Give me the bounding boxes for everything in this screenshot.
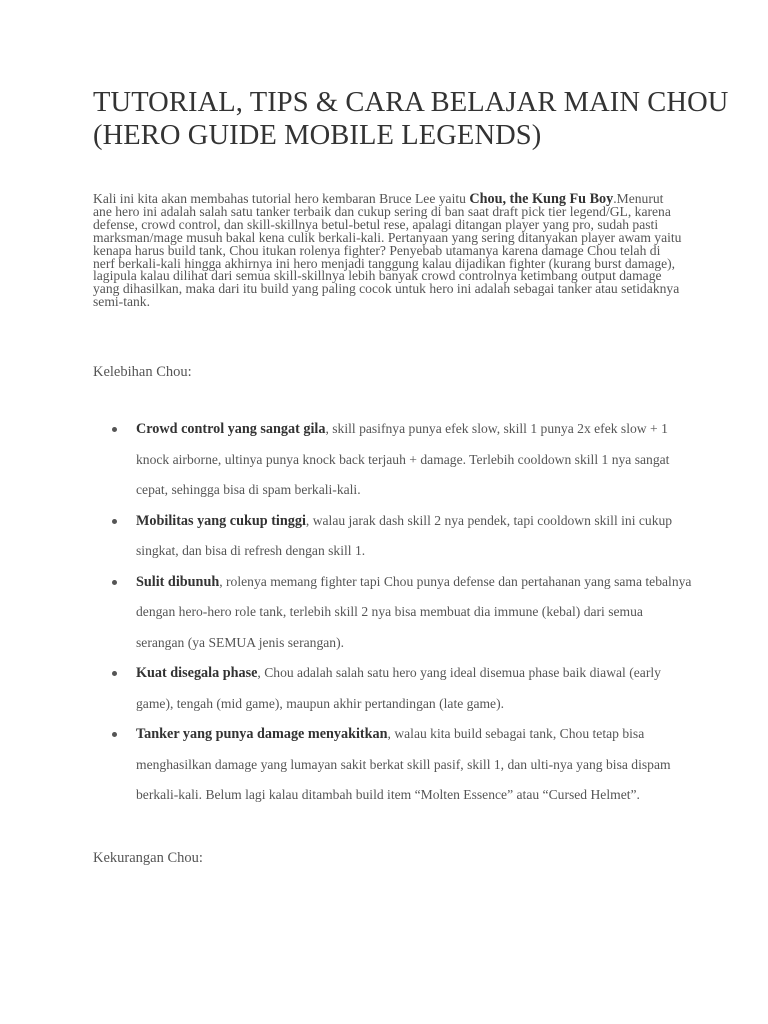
list-item-bold: Kuat disegala phase: [136, 665, 258, 681]
intro-hero-name: Chou, the Kung Fu Boy: [469, 191, 614, 207]
list-item-bold: Sulit dibunuh: [136, 573, 220, 590]
bullet-icon: [112, 427, 117, 432]
bullet-icon: [112, 580, 117, 585]
intro-text-rest: .Menurut ane hero ini adalah salah satu tanker terbaik dan cukup sering di ban saat draft pick tier legend/GL, karena defense, crowd control, dan skill-skillnya betul-betul rese, apalagi ditangan player yang pro, sudah pasti marksman/mage musuh bakal kena culik berkali-kali. Pertanyaan yang sering ditanyakan player awam yaitu kenapa harus build tank, Chou itukan rolenya fighter? Penyebab utamanya karena damage Chou telah di nerf berkali-kali hingga akhirnya ini hero menjadi tanggung kalau dijadikan fighter (kurang burst damage), lagipula kalau dilihat dari semua skill-skillnya lebih banyak crowd controlnya ketimbang output damage yang dihasilkan, maka dari itu build yang paling cocok untuk hero ini adalah sebagai tanker atau setidaknya semi-tank.: [93, 191, 682, 310]
list-item: [93, 414, 693, 506]
list-item-text: , walau kita build sebagai tank, Chou tetap bisa menghasilkan damage yang lumayan sakit berkat skill pasif, skill 1, dan ulti-nya yang bisa dispam berkali-kali. Belum lagi kalau ditambah build item “Molten Essence” atau “Cursed Helmet”.: [136, 726, 671, 802]
article-title: TUTORIAL, TIPS & CARA BELAJAR MAIN CHOU (HERO GUIDE MOBILE LEGENDS): [93, 87, 729, 151]
bullet-icon: [112, 671, 117, 676]
bullet-icon: [112, 519, 117, 524]
list-item-text: , skill pasifnya punya efek slow, skill 1 punya 2x efek slow + 1 knock airborne, ultinya punya knock back terjauh + damage. Terlebih cooldown skill 1 nya sangat cepat, sehingga bisa di spam berkali-kali.: [136, 421, 670, 497]
list-item: [93, 719, 693, 811]
list-item-text: , Chou adalah salah satu hero yang ideal disemua phase baik diawal (early game), tengah (mid game), maupun akhir pertandingan (late game).: [136, 665, 661, 711]
kelebihan-heading: Kelebihan Chou:: [93, 364, 192, 380]
intro-text-start: Kali ini kita akan membahas tutorial hero kembaran Bruce Lee yaitu: [93, 191, 470, 206]
intro-paragraph: [93, 193, 683, 309]
kekurangan-heading: Kekurangan Chou:: [93, 850, 203, 866]
list-item: [93, 658, 693, 719]
list-item-text: , walau jarak dash skill 2 nya pendek, tapi cooldown skill ini cukup singkat, dan bisa di refresh dengan skill 1.: [136, 512, 673, 558]
bullet-icon: [112, 732, 117, 737]
list-item-bold: Tanker yang punya damage menyakitkan: [136, 726, 388, 742]
list-item-bold: Mobilitas yang cukup tinggi: [136, 512, 306, 529]
list-item-text: , rolenya memang fighter tapi Chou punya defense dan pertahanan yang sama tebalnya dengan hero-hero role tank, terlebih skill 2 nya bisa membuat dia immune (kebal) dari semua serangan (ya SEMUA jenis serangan).: [136, 573, 692, 650]
list-item: [93, 506, 693, 567]
list-item: [93, 567, 693, 659]
list-item-bold: Crowd control yang sangat gila: [136, 421, 326, 437]
kelebihan-list: [93, 414, 693, 811]
